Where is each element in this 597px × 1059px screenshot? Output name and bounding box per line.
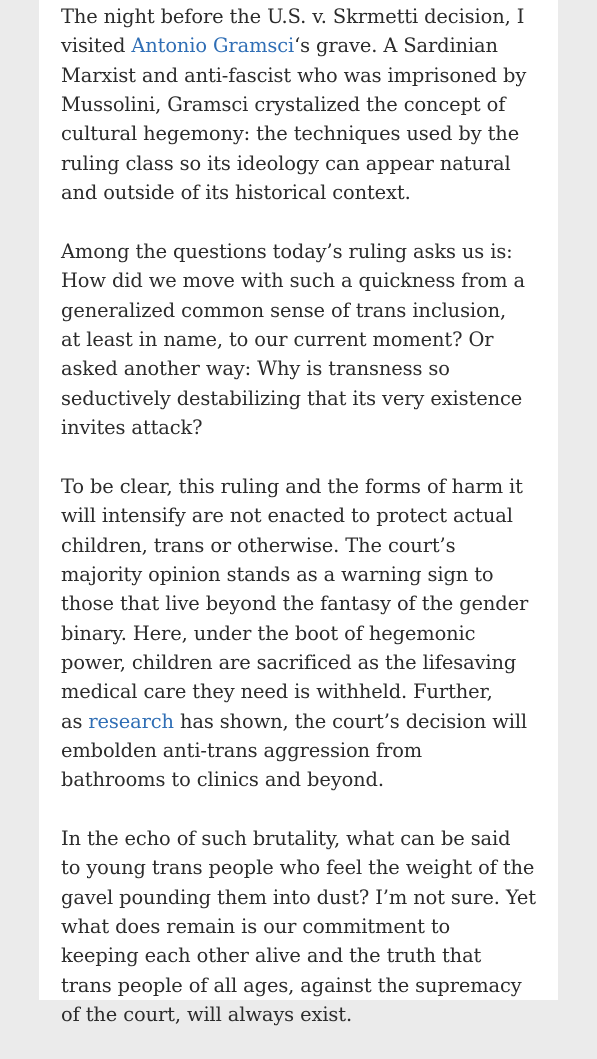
text-segment: embolden anti-trans aggression from <box>61 738 423 762</box>
text-line <box>61 1000 553 1029</box>
text-segment: visited <box>61 34 132 58</box>
text-line <box>61 325 553 354</box>
text-segment: cultural hegemony: the techniques used by the <box>61 122 520 146</box>
text-segment: ‘s grave. A Sardinian <box>294 34 498 58</box>
text-line <box>61 883 553 912</box>
text-line <box>61 266 553 295</box>
text-segment: gavel pounding them into dust? I’m not sure. Yet <box>61 885 536 909</box>
text-segment: Mussolini, Gramsci crystalized the concept of <box>61 93 506 117</box>
text-segment: To be clear, this ruling and the forms of harm it <box>61 474 523 498</box>
text-segment: Marxist and anti-fascist who was imprisoned by <box>61 63 527 87</box>
text-line <box>61 296 553 325</box>
text-segment: generalized common sense of trans inclusion, <box>61 298 507 322</box>
text-segment: keeping each other alive and the truth that <box>61 944 482 968</box>
text-line <box>61 736 553 765</box>
text-line <box>61 531 553 560</box>
text-segment: power, children are sacrificed as the lifesaving <box>61 650 517 674</box>
text-line <box>61 824 553 853</box>
text-line <box>61 237 553 266</box>
text-line <box>61 589 553 618</box>
text-segment: will intensify are not enacted to protect actual <box>61 504 513 528</box>
text-line <box>61 501 553 530</box>
text-line <box>61 912 553 941</box>
text-segment: In the echo of such brutality, what can be said <box>61 827 511 851</box>
text-segment: those that live beyond the fantasy of the gender <box>61 592 529 616</box>
text-line <box>61 971 553 1000</box>
text-line <box>61 560 553 589</box>
text-segment: bathrooms to clinics and beyond. <box>61 768 384 792</box>
text-segment: what does remain is our commitment to <box>61 915 451 939</box>
inline-link[interactable]: research <box>88 709 174 733</box>
text-line <box>61 765 553 794</box>
text-line <box>61 472 553 501</box>
text-line <box>61 2 553 31</box>
text-line <box>61 648 553 677</box>
text-segment: as <box>61 709 89 733</box>
text-line <box>61 31 553 60</box>
text-line <box>61 119 553 148</box>
text-line <box>61 61 553 90</box>
text-line <box>61 707 553 736</box>
article-paragraph <box>61 237 553 442</box>
text-line <box>61 149 553 178</box>
text-segment: has shown, the court’s decision will <box>173 709 528 733</box>
text-segment: and outside of its historical context. <box>61 181 411 205</box>
article-body <box>61 2 553 1059</box>
text-segment: majority opinion stands as a warning sign to <box>61 562 494 586</box>
text-segment: ruling class so its ideology can appear natural <box>61 151 511 175</box>
text-line <box>61 413 553 442</box>
text-line <box>61 941 553 970</box>
article-column <box>39 0 558 1027</box>
text-line <box>61 384 553 413</box>
text-line <box>61 178 553 207</box>
text-segment: of the court, will always exist. <box>61 1003 353 1027</box>
text-segment: Among the questions today’s ruling asks us is: <box>61 239 513 263</box>
text-segment: How did we move with such a quickness from a <box>61 269 525 293</box>
text-line <box>61 90 553 119</box>
text-segment: binary. Here, under the boot of hegemonic <box>61 621 476 645</box>
text-line <box>61 354 553 383</box>
text-line <box>61 853 553 882</box>
text-segment: seductively destabilizing that its very existence <box>61 386 523 410</box>
article-paragraph <box>61 472 553 795</box>
text-segment: to young trans people who feel the weight of the <box>61 856 535 880</box>
text-segment: at least in name, to our current moment? Or <box>61 327 494 351</box>
text-segment: invites attack? <box>61 415 203 439</box>
text-line <box>61 619 553 648</box>
text-segment: medical care they need is withheld. Further, <box>61 680 493 704</box>
text-segment: children, trans or otherwise. The court’s <box>61 533 456 557</box>
text-line <box>61 677 553 706</box>
text-segment: The night before the U.S. v. Skrmetti decision, I <box>61 5 525 28</box>
article-paragraph <box>61 2 553 207</box>
article-paragraph <box>61 824 553 1029</box>
text-segment: trans people of all ages, against the supremacy <box>61 973 522 997</box>
text-segment: asked another way: Why is transness so <box>61 357 450 381</box>
inline-link[interactable]: Antonio Gramsci <box>131 34 295 58</box>
